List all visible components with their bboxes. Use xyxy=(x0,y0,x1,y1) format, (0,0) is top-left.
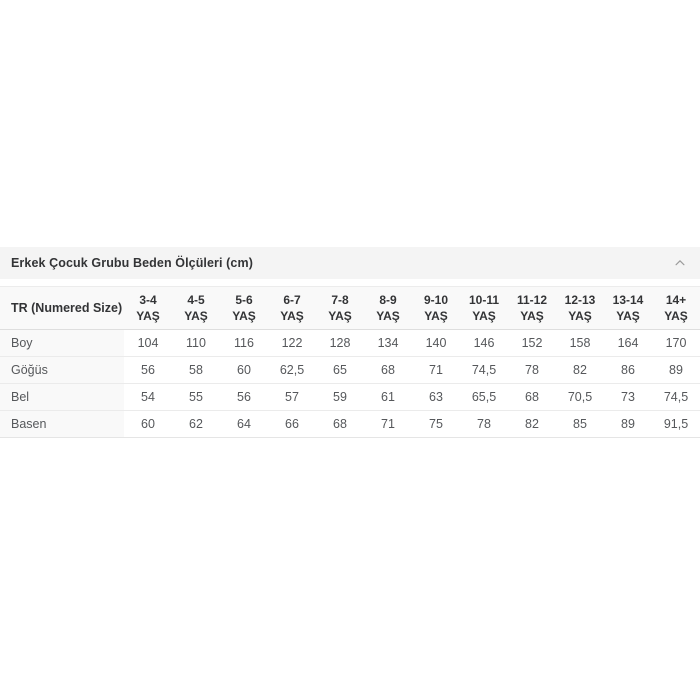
cell: 86 xyxy=(604,357,652,384)
cell: 58 xyxy=(172,357,220,384)
row-label-basen: Basen xyxy=(0,411,124,438)
cell: 68 xyxy=(316,411,364,438)
cell: 164 xyxy=(604,330,652,357)
cell: 122 xyxy=(268,330,316,357)
column-header-9-10: 9-10 YAŞ xyxy=(412,287,460,330)
row-label-boy: Boy xyxy=(0,330,124,357)
size-chart-widget xyxy=(0,247,700,438)
cell: 62 xyxy=(172,411,220,438)
cell: 71 xyxy=(412,357,460,384)
cell: 104 xyxy=(124,330,172,357)
cell: 68 xyxy=(364,357,412,384)
column-header-13-14: 13-14 YAŞ xyxy=(604,287,652,330)
column-header-6-7: 6-7 YAŞ xyxy=(268,287,316,330)
spacer xyxy=(0,279,700,286)
column-header-4-5: 4-5 YAŞ xyxy=(172,287,220,330)
cell: 75 xyxy=(412,411,460,438)
table-row-basen xyxy=(0,411,700,438)
cell: 78 xyxy=(508,357,556,384)
cell: 56 xyxy=(124,357,172,384)
cell: 82 xyxy=(556,357,604,384)
cell: 64 xyxy=(220,411,268,438)
cell: 65,5 xyxy=(460,384,508,411)
size-table xyxy=(0,286,700,438)
cell: 71 xyxy=(364,411,412,438)
table-row-bel xyxy=(0,384,700,411)
cell: 55 xyxy=(172,384,220,411)
cell: 152 xyxy=(508,330,556,357)
cell: 158 xyxy=(556,330,604,357)
cell: 170 xyxy=(652,330,700,357)
cell: 63 xyxy=(412,384,460,411)
column-header-12-13: 12-13 YAŞ xyxy=(556,287,604,330)
cell: 61 xyxy=(364,384,412,411)
cell: 57 xyxy=(268,384,316,411)
column-header-11-12: 11-12 YAŞ xyxy=(508,287,556,330)
cell: 89 xyxy=(652,357,700,384)
cell: 73 xyxy=(604,384,652,411)
chevron-up-icon xyxy=(672,255,688,271)
row-label-bel: Bel xyxy=(0,384,124,411)
cell: 66 xyxy=(268,411,316,438)
column-header-5-6: 5-6 YAŞ xyxy=(220,287,268,330)
cell: 82 xyxy=(508,411,556,438)
cell: 78 xyxy=(460,411,508,438)
cell: 56 xyxy=(220,384,268,411)
cell: 70,5 xyxy=(556,384,604,411)
cell: 110 xyxy=(172,330,220,357)
column-header-14plus: 14+ YAŞ xyxy=(652,287,700,330)
size-chart-accordion-header[interactable] xyxy=(0,247,700,279)
cell: 74,5 xyxy=(460,357,508,384)
cell: 74,5 xyxy=(652,384,700,411)
table-row-gogus xyxy=(0,357,700,384)
column-header-8-9: 8-9 YAŞ xyxy=(364,287,412,330)
cell: 65 xyxy=(316,357,364,384)
table-header-row xyxy=(0,287,700,330)
cell: 60 xyxy=(220,357,268,384)
cell: 91,5 xyxy=(652,411,700,438)
cell: 128 xyxy=(316,330,364,357)
cell: 116 xyxy=(220,330,268,357)
table-row-boy xyxy=(0,330,700,357)
cell: 85 xyxy=(556,411,604,438)
cell: 134 xyxy=(364,330,412,357)
corner-header: TR (Numered Size) xyxy=(0,287,124,330)
size-chart-title: Erkek Çocuk Grubu Beden Ölçüleri (cm) xyxy=(11,256,253,270)
cell: 68 xyxy=(508,384,556,411)
cell: 140 xyxy=(412,330,460,357)
cell: 60 xyxy=(124,411,172,438)
cell: 54 xyxy=(124,384,172,411)
row-label-gogus: Göğüs xyxy=(0,357,124,384)
cell: 62,5 xyxy=(268,357,316,384)
column-header-7-8: 7-8 YAŞ xyxy=(316,287,364,330)
column-header-3-4: 3-4 YAŞ xyxy=(124,287,172,330)
column-header-10-11: 10-11 YAŞ xyxy=(460,287,508,330)
cell: 89 xyxy=(604,411,652,438)
cell: 59 xyxy=(316,384,364,411)
cell: 146 xyxy=(460,330,508,357)
